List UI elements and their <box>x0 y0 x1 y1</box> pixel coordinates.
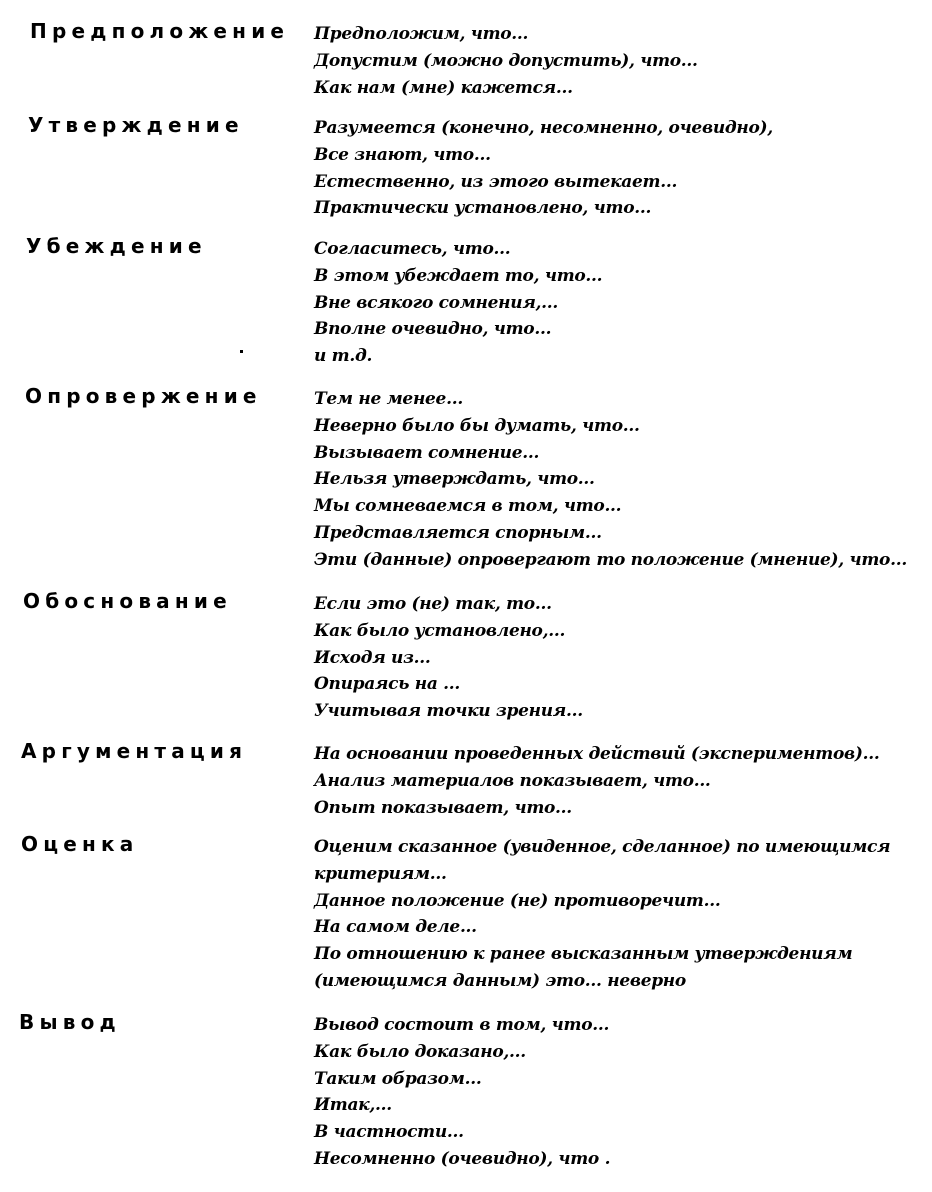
phrase-list <box>314 834 926 995</box>
phrase: Допустим (можно допустить), что... <box>314 50 698 71</box>
phrase: Как нам (мне) кажется... <box>314 77 573 98</box>
phrase: Как было доказано,... <box>314 1041 526 1062</box>
phrase: Эти (данные) опровергают то положение (мнение), что... <box>314 549 907 570</box>
section-term: Предположение <box>30 19 290 43</box>
phrase: Оценим сказанное (увиденное, сделанное) по имеющимся критериям... <box>314 837 891 884</box>
section-term: Убеждение <box>26 234 207 258</box>
ink-speck <box>240 350 243 353</box>
phrase: Несомненно (очевидно), что . <box>314 1148 611 1169</box>
phrase: Анализ материалов показывает, что... <box>314 770 711 791</box>
phrase: Если это (не) так, то... <box>314 594 552 614</box>
phrase: Опираясь на ... <box>314 674 461 695</box>
section-term: Оценка <box>21 832 139 856</box>
phrase: Представляется спорным... <box>314 522 602 543</box>
section-term: Аргументация <box>21 739 248 763</box>
phrase-list <box>314 21 926 101</box>
phrase: По отношению к ранее высказанным утверждениям (имеющимся данным) это... неверно <box>314 944 853 991</box>
phrase: Предположим, что... <box>314 24 529 44</box>
phrase: Разумеется (конечно, несомненно, очевидно), <box>314 118 773 138</box>
phrase: Нельзя утверждать, что... <box>314 469 595 490</box>
phrase: Вывод состоит в том, что... <box>314 1015 610 1035</box>
phrase: Таким образом... <box>314 1068 482 1089</box>
phrase: Как было установлено,... <box>314 620 566 641</box>
phrase: На основании проведенных действий (экспериментов)... <box>314 744 880 764</box>
phrase: Опыт показывает, что... <box>314 797 572 818</box>
phrase: Согласитесь, что... <box>314 239 511 259</box>
phrase: Неверно было бы думать, что... <box>314 415 640 436</box>
phrase: Данное положение (не) противоречит... <box>314 890 721 911</box>
section-term: Вывод <box>19 1010 121 1034</box>
phrase: В частности... <box>314 1122 464 1143</box>
phrase-list <box>314 741 926 821</box>
phrase-list <box>314 591 926 725</box>
phrase: Тем не менее... <box>314 389 463 409</box>
phrase-list <box>314 115 926 222</box>
phrase: Практически установлено, что... <box>314 198 652 219</box>
phrase: Вне всякого сомнения,... <box>314 292 559 313</box>
phrase-list <box>314 1012 926 1173</box>
phrase: Вполне очевидно, что... <box>314 319 552 340</box>
section-term: Обоснование <box>23 589 232 613</box>
phrase: Учитывая точки зрения... <box>314 701 583 722</box>
phrase: На самом деле... <box>314 917 477 938</box>
phrase: Все знают, что... <box>314 144 491 165</box>
phrase-list <box>314 386 926 574</box>
section-term: Опровержение <box>25 384 262 408</box>
phrase: В этом убеждает то, что... <box>314 265 603 286</box>
section-term: Утверждение <box>28 113 244 137</box>
phrase-list <box>314 236 926 370</box>
phrase: Вызывает сомнение... <box>314 442 540 463</box>
phrase: Исходя из... <box>314 647 431 668</box>
phrase: Естественно, из этого вытекает... <box>314 171 678 192</box>
phrase: Итак,... <box>314 1095 392 1116</box>
phrase: Мы сомневаемся в том, что... <box>314 496 622 517</box>
phrase: и т.д. <box>314 346 373 367</box>
